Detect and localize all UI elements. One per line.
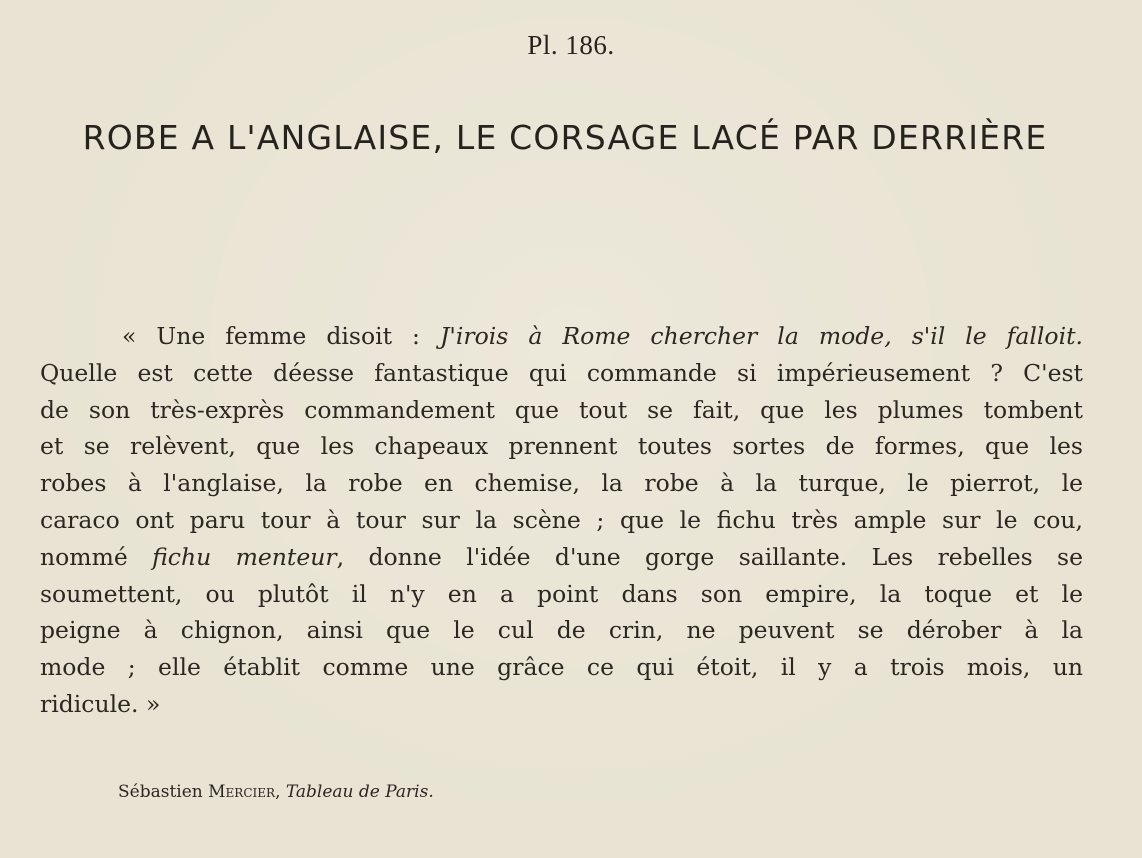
quote-line: ridicule. » bbox=[40, 689, 161, 718]
quote-line: robes à l'anglaise, la robe en chemise, la robe à la turque, le pierrot, le bbox=[40, 469, 1083, 498]
quote-line: soumettent, ou plutôt il n'y en a point dans son empire, la toque et le bbox=[40, 579, 1083, 608]
page-title: ROBE A L'ANGLAISE, LE CORSAGE LACÉ PAR DERRIÈRE bbox=[82, 118, 1048, 157]
quote-text: « Une femme disoit : bbox=[122, 322, 440, 350]
quote-body bbox=[40, 318, 1083, 723]
quote-line: Quelle est cette déesse fantastique qui commande si impérieusement ? C'est bbox=[40, 358, 1083, 387]
quote-line: et se relèvent, que les chapeaux prennent toutes sortes de formes, que les bbox=[40, 432, 1083, 461]
quote-line: caraco ont paru tour à tour sur la scène ; que le fichu très ample sur le cou, bbox=[40, 505, 1083, 534]
citation bbox=[118, 782, 434, 802]
quote-line: peigne à chignon, ainsi que le cul de crin, ne peuvent se dérober à la bbox=[40, 616, 1083, 645]
quote-italic: J'irois à Rome chercher la mode, s'il le falloit. bbox=[440, 322, 1084, 350]
quote-italic: fichu menteur bbox=[152, 542, 337, 571]
quote-text: , donne l'idée d'une gorge saillante. Les rebelles se bbox=[336, 542, 1083, 571]
quote-line bbox=[40, 539, 1083, 576]
quote-text: nommé bbox=[40, 542, 153, 571]
quote-line: de son très-exprès commandement que tout se fait, que les plumes tombent bbox=[40, 395, 1083, 424]
plate-number: Pl. 186. bbox=[527, 30, 615, 60]
citation-separator: , bbox=[275, 782, 286, 802]
quote-line bbox=[40, 318, 1083, 355]
quote-line: mode ; elle établit comme une grâce ce qui étoit, il y a trois mois, un bbox=[40, 653, 1083, 682]
citation-surname: Mercier bbox=[208, 782, 276, 802]
citation-first-name: Sébastien bbox=[118, 782, 209, 802]
citation-work: Tableau de Paris. bbox=[285, 782, 434, 802]
